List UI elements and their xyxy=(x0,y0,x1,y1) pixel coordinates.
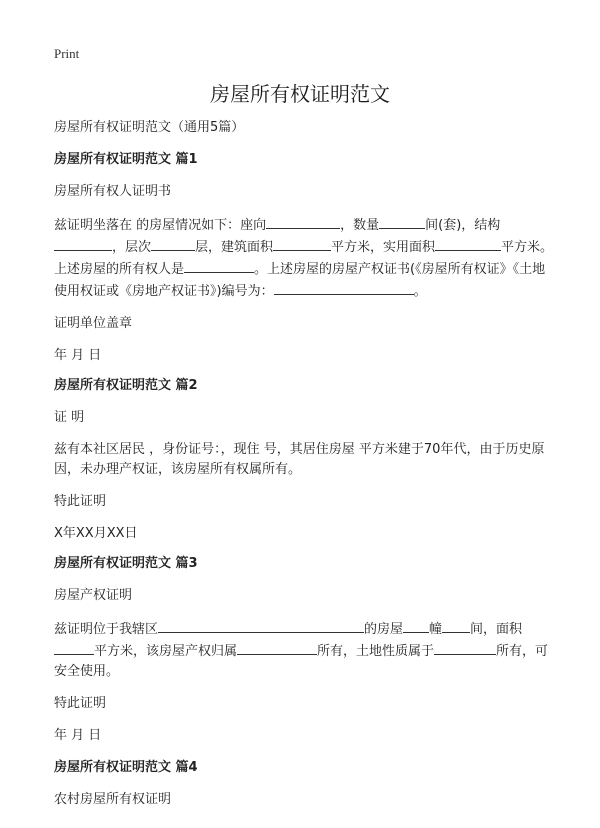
section-2-doc-title: 证 明 xyxy=(54,410,85,425)
section-3-date: 年 月 日 xyxy=(54,728,102,743)
page-title: 房屋所有权证明范文 xyxy=(210,82,390,106)
section-heading-3: 房屋所有权证明范文 篇3 xyxy=(54,556,198,571)
section-heading-2: 房屋所有权证明范文 篇2 xyxy=(54,378,198,393)
section-3-doc-title: 房屋产权证明 xyxy=(54,588,133,603)
subtitle: 房屋所有权证明范文（通用5篇） xyxy=(54,120,245,135)
section-heading-4: 房屋所有权证明范文 篇4 xyxy=(54,760,198,775)
section-heading-1: 房屋所有权证明范文 篇1 xyxy=(54,152,198,167)
section-1-body: 兹证明坐落在 的房屋情况如下：座向 ，数量 间(套)，结构，层次 层，建筑面积 平方米，实用面积 平方米。上述房屋的所有权人是 。上述房屋的房屋产权证书(《房屋所有权证》《土地使用权证或《房地产权证书》)编号为： 。 xyxy=(54,214,554,302)
section-3-body: 兹证明位于我辖区 的房屋 幢 间，面积平方米，该房屋产权归属 所有，土地性质属于 所有，可安全使用。 xyxy=(54,618,554,682)
section-1-date: 年 月 日 xyxy=(54,348,102,363)
section-2-special: 特此证明 xyxy=(54,494,107,509)
section-1-seal: 证明单位盖章 xyxy=(54,316,133,331)
section-4-doc-title: 农村房屋所有权证明 xyxy=(54,792,172,807)
document-body xyxy=(54,118,554,810)
print-link[interactable]: Print xyxy=(54,46,80,61)
section-2-date: X年XX月XX日 xyxy=(54,526,138,541)
section-3-special: 特此证明 xyxy=(54,696,107,711)
section-2-body: 兹有本社区居民 ，身份证号：，现住 号，其居住房屋 平方米建于70年代，由于历史原因，未办理产权证，该房屋所有权属所有。 xyxy=(54,442,545,477)
section-1-doc-title: 房屋所有权人证明书 xyxy=(54,184,172,199)
